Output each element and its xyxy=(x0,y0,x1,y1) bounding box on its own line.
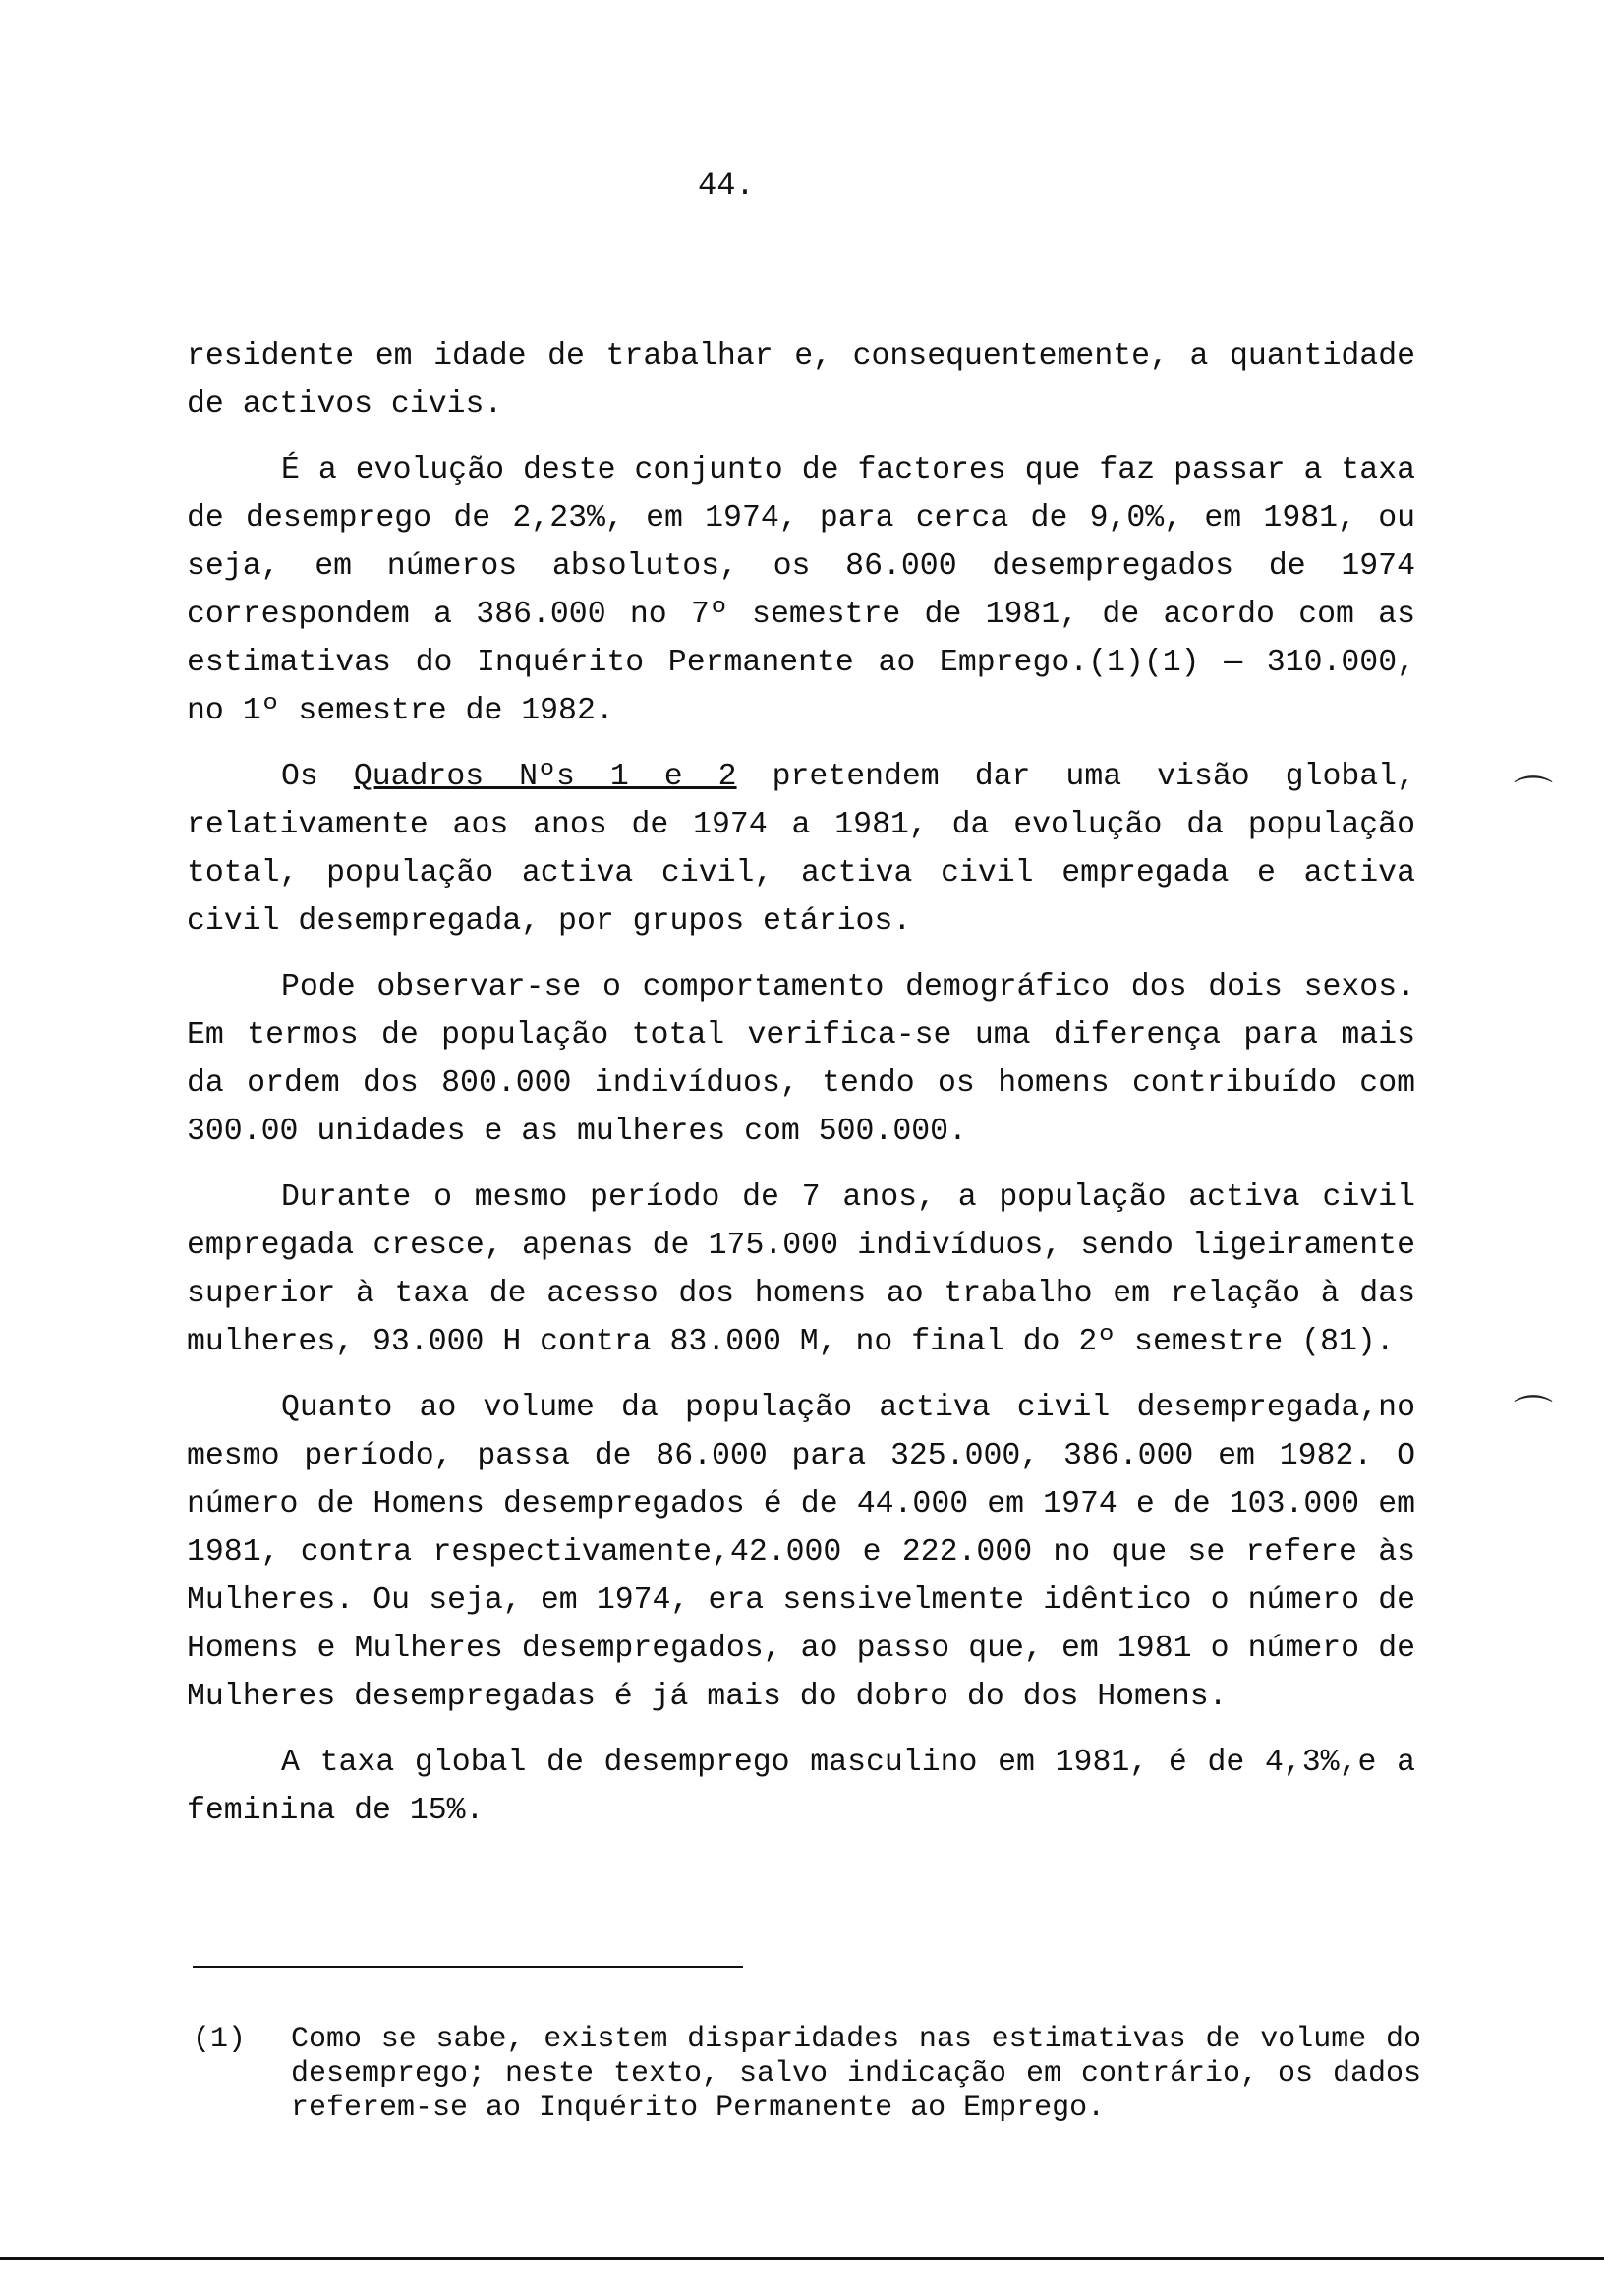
paragraph-3-start: Os xyxy=(281,760,354,794)
page-number: 44. xyxy=(698,167,755,203)
bottom-rule xyxy=(0,2257,1604,2260)
margin-mark-2: ⌒ xyxy=(1514,1393,1553,1438)
body-text xyxy=(187,332,1415,1853)
paragraph-3-rest: pretendem dar uma visão global, relativamente aos anos de 1974 a 1981, da evolução da população total, população activa civil, activa civil empregada e activa civil desempregada, por grupos etários. xyxy=(187,760,1415,939)
paragraph-5: Durante o mesmo período de 7 anos, a população activa civil empregada cresce, apenas de 175.000 indivíduos, sendo ligeiramente superior à taxa de acesso dos homens ao trabalho em relação à das mulheres, 93.000 H contra 83.000 M, no final do 2º semestre (81). xyxy=(187,1180,1415,1359)
footnote-text: Como se sabe, existem disparidades nas estimativas de volume do desemprego; neste texto, salvo indicação em contrário, os dados referem-se ao Inquérito Permanente ao Emprego. xyxy=(291,2023,1421,2125)
paragraph-1: residente em idade de trabalhar e, consequentemente, a quantidade de activos civis. xyxy=(187,339,1415,422)
footnote-marker: (1) xyxy=(193,2023,247,2056)
margin-mark-1: ⌒ xyxy=(1514,774,1553,819)
paragraph-3 xyxy=(187,753,1415,946)
paragraph-2: É a evolução deste conjunto de factores que faz passar a taxa de desemprego de 2,23%, em 1974, para cerca de 9,0%, em 1981, ou seja, em números absolutos, os 86.000 desempregados de 1974 correspondem a 386.000 no 7º semestre de 1981, de acordo com as estimativas do Inquérito Permanente ao Emprego.(1)(1) — 310.000, no 1º semestre de 1982. xyxy=(187,453,1415,728)
quadros-reference: Quadros Nºs 1 e 2 xyxy=(353,760,737,794)
footnote xyxy=(193,2023,1421,2126)
footnote-divider xyxy=(193,1966,743,1968)
paragraph-7: A taxa global de desemprego masculino em 1981, é de 4,3%,e a feminina de 15%. xyxy=(187,1746,1415,1828)
paragraph-4: Pode observar-se o comportamento demográfico dos dois sexos. Em termos de população total verifica-se uma diferença para mais da ordem dos 800.000 indivíduos, tendo os homens contribuído com 300.00 unidades e as mulheres com 500.000. xyxy=(187,970,1415,1149)
paragraph-6: Quanto ao volume da população activa civil desempregada,no mesmo período, passa de 86.000 para 325.000, 386.000 em 1982. O número de Homens desempregados é de 44.000 em 1974 e de 103.000 em 1981, contra respectivamente,42.000 e 222.000 no que se refere às Mulheres. Ou seja, em 1974, era sensivelmente idêntico o número de Homens e Mulheres desempregados, ao passo que, em 1981 o número de Mulheres desempregadas é já mais do dobro do dos Homens. xyxy=(187,1391,1415,1714)
